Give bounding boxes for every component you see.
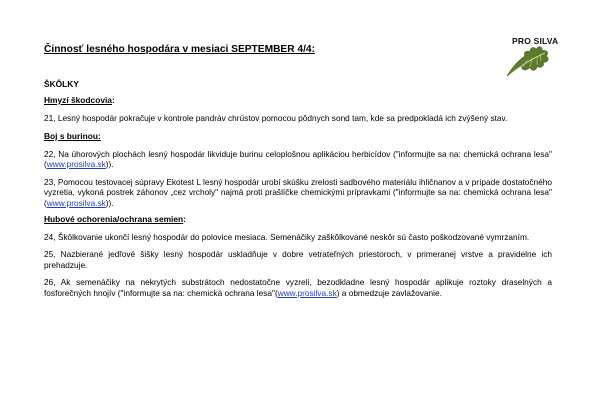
paragraph-22 bbox=[44, 149, 552, 170]
document-body bbox=[44, 79, 552, 299]
heading-hmyzi-label: Hmyzí škodcovia bbox=[44, 95, 112, 105]
heading-hubove-label: Hubové ochorenia/ochrana semien bbox=[44, 213, 184, 224]
paragraph-23-text: 23, Pomocou testovacej súpravy Ekotest L lesný hospodár urobí skúšku zrelosti sadbového materiálu ihličnanov a v prípade dostatočného vyzretia, vykoná postrek záhonov „cez vrcholy" najmä proti pras̆líčke chemickými prípravkami ("informujte sa na: chemická ochrana lesa"( bbox=[44, 176, 552, 208]
logo-text: PRO SILVA bbox=[512, 36, 559, 46]
heading-hmyzi-skodcovia bbox=[44, 95, 552, 106]
heading-skolky: ŠKÔLKY bbox=[44, 79, 79, 89]
paragraph-22-end: )). bbox=[105, 159, 114, 170]
paragraph-21: 21, Lesný hospodár pokračuje v kontrole pandráv chrústov pomocou pôdnych sond tam, kde sa predpokladá ich zvýšený stav. bbox=[44, 113, 508, 123]
paragraph-23-end: )). bbox=[105, 197, 114, 208]
heading-hubove-colon: : bbox=[183, 213, 186, 224]
paragraph-26-end: ) a obmedzuje zavlažovanie. bbox=[336, 287, 442, 298]
heading-boj-s-burinou: Boj s burinou: bbox=[44, 130, 101, 141]
paragraph-26-text: 26, Ak semenáčiky na nekrytých substrátoch nedostatočne vyzreli, bezodkladne lesný hospodár aplikuje roztoky draselných a fosforečných hnojív ("informujte sa na: chemická ochrana lesa"( bbox=[44, 277, 552, 298]
paragraph-22-text: 22, Na úhorových plochách lesný hospodár likviduje burinu celoplošnou aplikáciou herbicídov ("informujte sa na: chemická ochrana lesa"( bbox=[44, 148, 552, 170]
heading-hmyzi-colon: : bbox=[111, 95, 115, 105]
paragraph-23 bbox=[44, 177, 552, 209]
paragraph-25: 25, Nazbierané jedľové šišky lesný hospodár uskladňuje v dobre vetrateľných priestoroch, v primeranej vrstve a pravidelne ich prehadzuje. bbox=[44, 249, 552, 270]
prosilva-link[interactable]: www.prosilva.sk bbox=[277, 287, 337, 298]
pro-silva-logo bbox=[503, 36, 559, 80]
prosilva-link[interactable]: www.prosilva.sk bbox=[46, 159, 106, 170]
paragraph-26 bbox=[44, 277, 552, 298]
document-title: Činnosť lesného hospodára v mesiaci SEPTEMBER 4/4: bbox=[44, 44, 315, 55]
prosilva-link[interactable]: www.prosilva.sk bbox=[46, 197, 106, 208]
heading-hubove-ochorenia bbox=[44, 214, 552, 225]
paragraph-24: 24, Škôlkovanie ukončí lesný hospodár do polovice mesiaca. Semenáčiky zaškôlkované neskôr sú často poškodzované vymrzaním. bbox=[44, 231, 530, 242]
oak-leaf-icon bbox=[503, 36, 555, 80]
